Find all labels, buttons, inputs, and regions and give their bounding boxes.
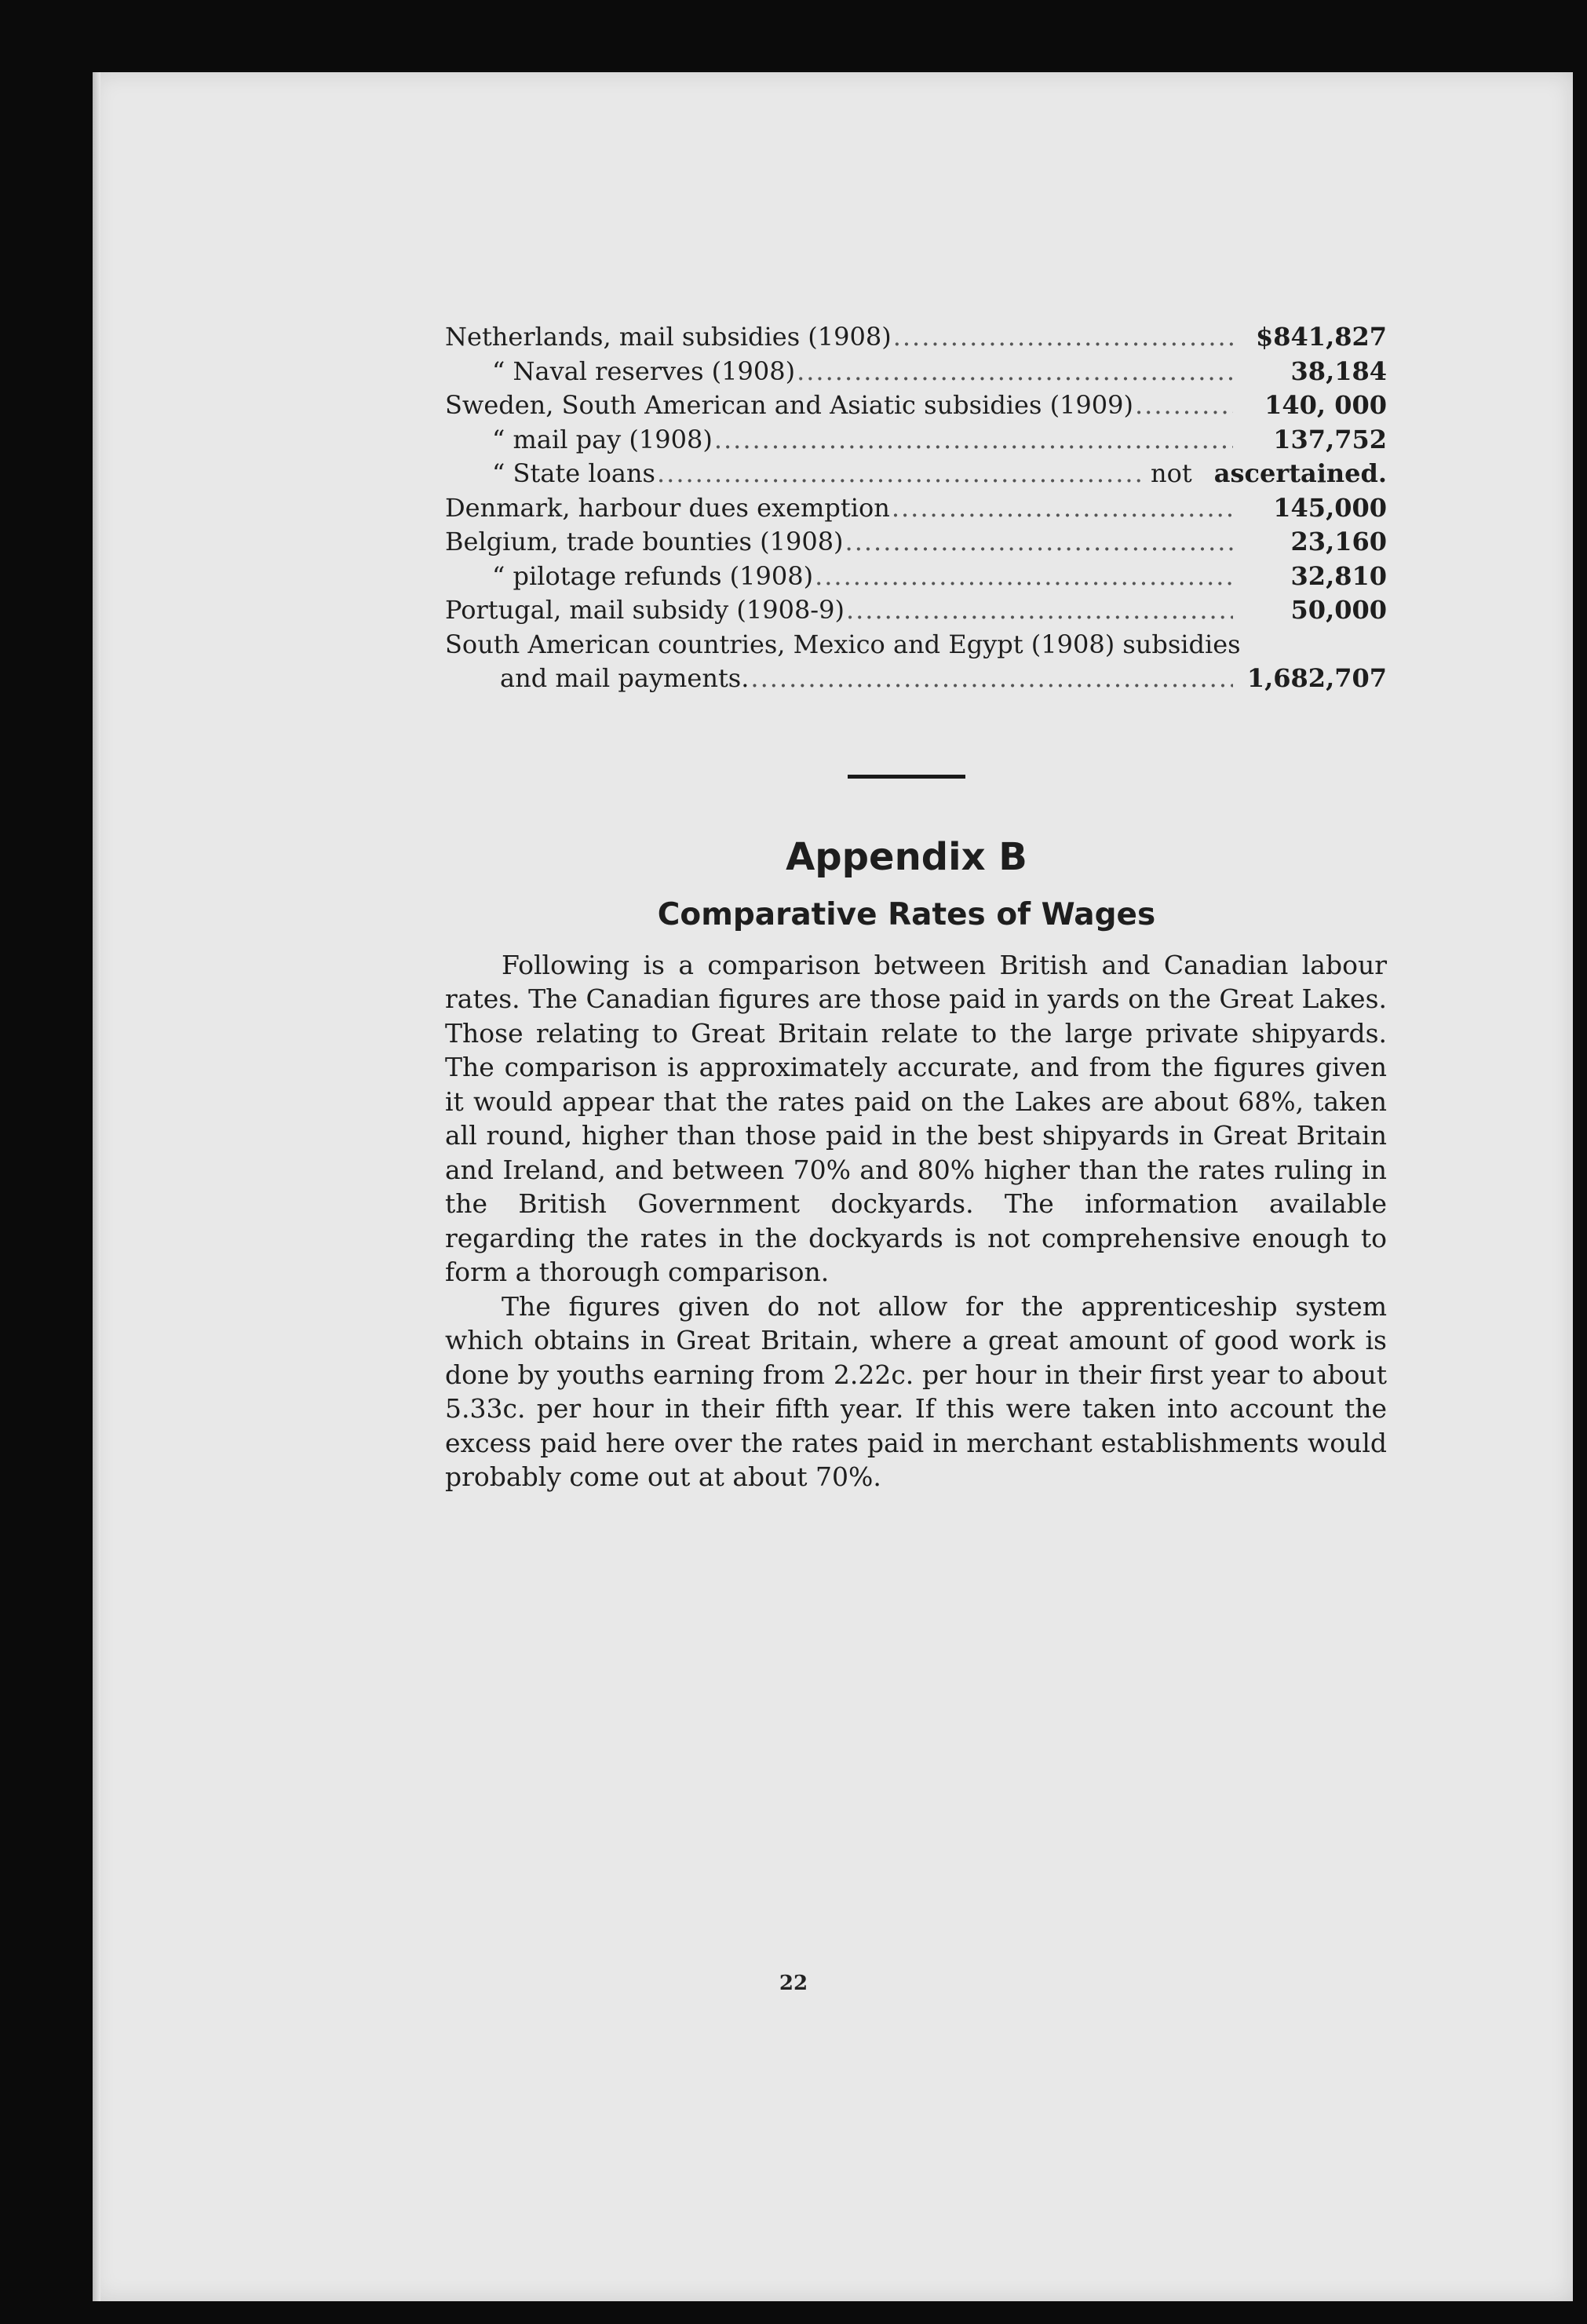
ledger-row-sweden-subsidies — [445, 389, 1387, 423]
leader-dots — [892, 491, 1233, 526]
ledger-label: and mail payments. — [500, 663, 750, 693]
ledger-label: “ Naval reserves (1908) — [492, 356, 796, 386]
ledger-label: South American countries, Mexico and Egypt (1908) subsidies — [445, 629, 1241, 659]
ledger-row-sweden-mail-pay — [445, 423, 1387, 458]
ledger-row-south-america-cont — [445, 662, 1387, 696]
page-number: 22 — [779, 1972, 808, 1995]
ledger-amount: ascertained. — [1213, 458, 1387, 488]
leader-dots — [657, 457, 1146, 491]
ledger-amount: 50,000 — [1290, 595, 1387, 625]
leader-dots — [893, 320, 1233, 355]
leader-dots — [815, 560, 1233, 594]
ledger-amount: 38,184 — [1290, 356, 1387, 386]
ledger-amount: $841,827 — [1256, 322, 1387, 352]
leader-dots — [845, 525, 1233, 560]
body-paragraph: Following is a comparison between British and Canadian labour rates. The Canadian figures are those paid in yards on the Great Lakes. Those relating to Great Britain relate to the large private shipyards. The comparison is approximately accurate, and from the figures given it would appear that the rates paid on the Lakes are about 68%, taken all round, higher than those paid in the best shipyards in Great Britain and Ireland, and between 70% and 80% higher than the rates ruling in the British Government dockyards. The information available regarding the rates in the dockyards is not comprehensive enough to form a thorough comparison. — [445, 949, 1387, 1287]
ledger-label: “ State loans — [492, 458, 655, 488]
appendix-title: Appendix B — [786, 834, 1027, 879]
ledger-label: Sweden, South American and Asiatic subsidies (1909) — [445, 390, 1133, 420]
ledger-label: Portugal, mail subsidy (1908-9) — [445, 595, 845, 625]
page-edge-shadow — [93, 72, 100, 2301]
section-divider — [848, 775, 965, 779]
leader-dots — [797, 355, 1233, 389]
leader-dots — [846, 593, 1233, 628]
ledger-amount: 32,810 — [1290, 560, 1387, 591]
ledger-amount: 140, 000 — [1264, 390, 1387, 420]
ledger-row-south-america — [445, 628, 1387, 662]
ledger-row-belgium-bounties — [445, 525, 1387, 560]
ledger-amount: 23,160 — [1290, 527, 1387, 556]
ledger-row-belgium-pilotage — [445, 560, 1387, 594]
ledger-label: “ mail pay (1908) — [492, 424, 713, 454]
ledger-row-denmark — [445, 491, 1387, 526]
ledger-label: Denmark, harbour dues exemption — [445, 492, 890, 523]
ledger-row-netherlands-naval — [445, 355, 1387, 389]
ledger-label: Belgium, trade bounties (1908) — [445, 527, 844, 556]
ledger-row-sweden-state-loans — [445, 457, 1387, 491]
body-paragraph: The figures given do not allow for the apprenticeship system which obtains in Great Britain, where a great amount of good work is done by youths earning from 2.22c. per hour in their first year to about 5.33c. per hour in their fifth year. If this were taken into account the excess paid here over the rates paid in merchant establishments would probably come out at about 70%. — [445, 1290, 1387, 1492]
ledger-row-portugal — [445, 593, 1387, 628]
leader-dots — [1135, 389, 1233, 423]
ledger-amount: 137,752 — [1273, 424, 1387, 454]
leader-dots — [750, 662, 1233, 696]
ledger-row-netherlands-mail — [445, 320, 1387, 355]
page-content — [445, 320, 1387, 1494]
ledger-amount: 145,000 — [1273, 492, 1387, 523]
ledger-note: not — [1151, 458, 1192, 488]
ledger-amount: 1,682,707 — [1246, 663, 1387, 693]
leader-dots — [714, 423, 1233, 458]
ledger-label: “ pilotage refunds (1908) — [492, 560, 814, 591]
appendix-subtitle: Comparative Rates of Wages — [657, 896, 1156, 932]
ledger-label: Netherlands, mail subsidies (1908) — [445, 322, 892, 352]
subsidies-ledger — [445, 320, 1387, 696]
